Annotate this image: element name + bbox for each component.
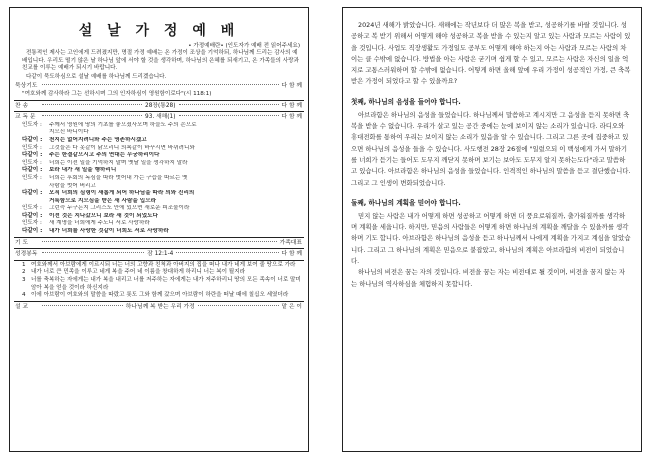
order-middle: 잠 12:1-4 (147, 251, 174, 258)
order-right: 다 함 께 (281, 83, 302, 90)
dot-leader (42, 241, 277, 242)
verse (22, 269, 302, 277)
order-label: 기 도 (15, 239, 29, 246)
responsive-line (22, 160, 302, 168)
verse-text: 내가 너로 큰 민족을 이루고 네게 복을 주어 네 이름을 창대하게 하리니 너는 복이 될지라 (31, 269, 246, 276)
verse (22, 277, 302, 292)
sermon-paragraph: 2024년 새해가 밝았습니다. 새해에는 작년보다 더 많은 복을 받고, 성공하기를 바랄 것입니다. 성공하고 복 받기 위해서 어떻게 해야 성공하고 복을 받을 수 있는지 알고 있는 사람과 모르는 사람이 있을 것입니다. 사업도 직장생활도 가정일도 공부도 어떻게 해야 하는지 아는 사람과 모르는 사람의 차이는 클 수밖에 없습니다. 방법을 아는 사람은 굳기며 쉽게 할 수 있고, 모르는 사람은 자신의 일을 억지로 고통스러워하며 할 수밖에 없습니다. 어떻게 하면 올해 앞에 우리 가정이 성공적인 가정, 큰 축복받은 가정이 되었다고 할 수 있을까요? (351, 21, 631, 86)
order-label: 교 독 문 (15, 114, 36, 121)
order-label: 설 교 (15, 303, 29, 310)
responsive-line (22, 129, 302, 137)
responsive-line (22, 198, 302, 206)
line-text: 이전 것은 지나갔으니 보라 새 것이 되었도다 (49, 212, 158, 219)
line-text: 내가 너희를 사랑한 것같이 너희도 서로 사랑하라 (49, 228, 169, 235)
divider (14, 301, 304, 302)
responsive-line (22, 190, 302, 198)
order-row-meditation (10, 82, 308, 91)
line-text: 오직 너희의 심령이 새롭게 되어 하나님을 따라 의와 진리의 (49, 190, 195, 197)
divider (14, 111, 304, 112)
order-label: 찬 송 (15, 102, 29, 109)
line-text: 주는 한결같으시고 주의 연대는 무궁하리이다 (49, 152, 160, 159)
verse-number: 4 (22, 292, 26, 299)
order-label: 묵상기도 (15, 83, 38, 90)
subtitle-note: • 가정예배란• (인도자가 예배 전 읽어주세요) (188, 43, 300, 49)
dot-leader (42, 115, 142, 116)
dot-leader (42, 84, 279, 85)
sermon-paragraph: 믿지 않는 사람은 내가 어떻게 하면 성공하고 어떻게 하면 더 풍요로워질까, 출가워질까를 생각하며 계획을 세웁니다. 하지만, 믿음의 사람들은 어떻게 하면 하나님의 계획을 깨달을 수 있을까를 생각하며 기도 합니다. 아브라함은 하나님의 음성을 듣고 하나님께서 나에게 계획을 가지고 계심을 알았습니다. 그리고 그 하나님의 계획은 믿음으로 붙잡았고, 하나님의 계획은 아브라함의 비전이 되었습니다. (351, 211, 631, 266)
order-row-prayer (10, 239, 308, 248)
speaker: 다같이 : (22, 167, 43, 174)
order-right: 맡 은 이 (281, 303, 302, 310)
speaker: 인도자 : (22, 220, 42, 227)
speaker: 다같이 : (22, 136, 43, 143)
scripture-text (10, 262, 308, 300)
speaker (22, 129, 49, 137)
top-spacer (343, 8, 641, 20)
line-text: 새 계명을 너희에게 주노니 서로 사랑하라 (49, 220, 150, 227)
line-text: 주께서 영원에 땅의 기초를 놓으셨사오며 하늘도 주의 손으로 (49, 121, 197, 128)
order-right: 다 함 께 (281, 102, 303, 109)
line-text: 지으신 바니이다 (49, 129, 89, 136)
speaker: 인도자 : (22, 159, 42, 166)
intro-paragraph: 전통적인 제사는 고인에게 드려졌지만, 명절 가정 예배는 온 가정이 조상을 기억하되, 하나님께 드리는 감사의 예배입니다. 우리도 떨기 않은 날 하나님 앞에 서야 할 것을 생각하며, 하나님의 은혜를 되새기고, 온 가족들의 사랑과 친교를 이루는 예배가 되시기 바랍니다. (22, 50, 299, 72)
verse-number: 1 (22, 261, 26, 268)
verse-number: 3 (22, 277, 26, 284)
responsive-line (22, 122, 302, 130)
left-page (9, 7, 309, 452)
responsive-reading (10, 122, 308, 236)
order-right: 가족대표 (279, 239, 302, 246)
line-text: 거룩함으로 지으심을 받은 새 사람을 입으라 (49, 197, 157, 204)
responsive-line (22, 228, 302, 236)
sermon-paragraph: 아브라함은 하나님의 음성을 들었습니다. 하나님께서 말씀하고 계시지만 그 음성을 듣지 못하면 축복을 받을 수 없습니다. 우리가 살고 있는 공간 중에는 눈에 보이지 않는 소리가 있습니다. 라디오와 휴대전화를 통하여 우리는 보이지 않는 소리가 있음을 알 수 있습니다. 그리고 그른 곳에 집중하고 있으면 하나님의 음성을 들을 수 있습니다. 사도행전 28장 26절에 "일렀으되 이 백성에게 가서 말하기를 너희가 듣기는 들어도 도무지 깨닫지 못하며 보기는 보아도 도무지 알지 못하는도다"라고 말씀하고 있습니다. 아브라함은 하나님의 음성을 들었습니다. 인격적인 하나님의 말씀을 듣고 결단했습니다. 그리고 그 인생이 변화되었습니다. (351, 110, 631, 187)
verse-text: 여호와께서 아브람에게 이르시되 너는 너의 고향과 친척과 아버지의 집을 떠나 내가 네게 보여 줄 땅으로 가라 (31, 261, 296, 268)
divider (14, 237, 304, 238)
verse-text: 너를 축복하는 자에게는 내가 복을 내리고 너를 저주하는 자에게는 내가 저주하리니 땅의 모든 족속이 너로 말미암아 복을 얻을 것이라 하신지라 (31, 277, 301, 291)
verse-number: 2 (22, 269, 26, 276)
line-text: 보라 내가 새 일을 행하리니 (49, 167, 117, 174)
speaker: 인도자 : (22, 144, 42, 151)
page-title: 설 날 가 정 예 배 (78, 23, 240, 39)
order-right: 다 함 께 (281, 114, 303, 121)
verse (22, 292, 302, 300)
responsive-line (22, 213, 302, 221)
line-text: 사람을 벗어 버리고 (49, 182, 96, 189)
line-text: 그런즉 누구든지 그리스도 안에 있으면 새로운 피조물이라 (49, 205, 190, 212)
intro-instruction: 다같이 묵도하심으로 설날 예배를 하나님께 드리겠습니다. (26, 73, 167, 80)
responsive-line (22, 183, 302, 191)
sermon-heading-1: 첫째, 하나님의 음성을 들어야 합니다. (351, 97, 461, 106)
line-text: 너희는 후회의 독심을 따라 벗어내 가는 구습을 따르는 옛 (49, 174, 188, 181)
speaker: 인도자 : (22, 121, 42, 128)
verse-text: 이에 아브람이 여호와의 말씀을 따랐고 롯도 그와 함께 갔으며 아브람이 하란을 떠날 때에 칠십오 세였더라 (31, 292, 289, 299)
line-text: 너희는 이전 일을 기억하지 말며 옛날 일을 생각하지 말라 (49, 159, 188, 166)
speaker: 다같이 : (22, 152, 43, 159)
responsive-line (22, 137, 302, 145)
speaker: 인도자 : (22, 174, 42, 181)
order-row-responsive (10, 113, 308, 122)
line-text: 천지는 없어지려니와 주는 영존하시겠고 (49, 136, 147, 143)
dot-leader (198, 305, 279, 306)
order-row-scripture (10, 250, 308, 259)
dot-leader (42, 252, 144, 253)
dot-leader (176, 252, 278, 253)
meditation-quote: "여호와께 감사하라 그는 선하시며 그의 인자하심이 영원함이로다"(시 118:1) (22, 90, 212, 97)
speaker: 다같이 : (22, 190, 43, 197)
responsive-line (22, 205, 302, 213)
divider (14, 248, 304, 249)
speaker: 다같이 : (22, 228, 43, 235)
order-row-sermon (10, 303, 308, 312)
speaker: 다같이 : (22, 212, 43, 219)
sermon-paragraph: 하나님의 비전은 꿈는 자의 것입니다. 비전을 꿈는 자는 비전대로 될 것이며, 비전을 꿈지 않는 자는 하나님의 역사하심을 체험하지 못합니다. (351, 268, 626, 288)
divider (14, 260, 304, 261)
order-middle: 하나님께 복 받는 우리 가정 (125, 303, 195, 310)
dot-leader (179, 104, 279, 105)
responsive-line (22, 145, 302, 153)
order-middle: 28장(통28) (145, 102, 176, 109)
order-middle: 93. 새해(1) (145, 114, 176, 121)
responsive-line (22, 175, 302, 183)
order-row-hymn (10, 102, 308, 111)
dot-leader (42, 104, 142, 105)
speaker (22, 183, 49, 191)
responsive-line (22, 152, 302, 160)
speaker: 인도자 : (22, 205, 42, 212)
sermon-heading-2: 둘째, 하나님의 계획을 믿어야 합니다. (351, 198, 461, 207)
divider (14, 100, 304, 101)
order-label: 성경봉독 (15, 251, 38, 258)
dot-leader (42, 305, 123, 306)
responsive-line (22, 220, 302, 228)
line-text: 그것들은 다 옷같이 낡으리니 의복같이 바꾸시면 바뀌려니와 (49, 144, 195, 151)
order-right: 다 함 께 (281, 251, 302, 258)
right-page (342, 7, 642, 452)
dot-leader (179, 115, 279, 116)
responsive-line (22, 167, 302, 175)
